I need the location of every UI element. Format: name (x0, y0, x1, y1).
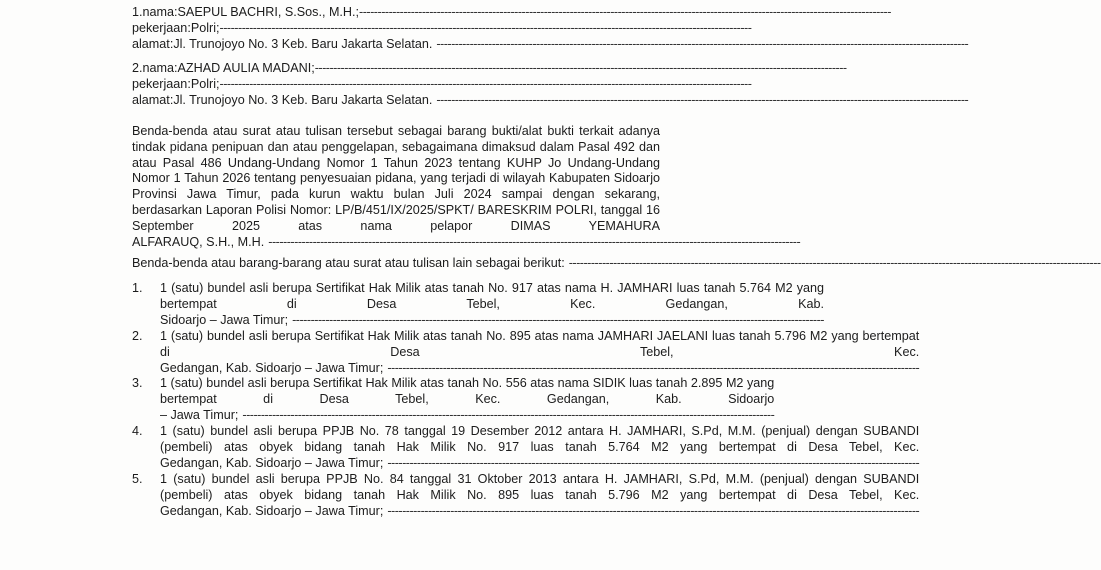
fill-dashes (436, 92, 968, 108)
fill-dashes (220, 20, 752, 36)
item-number: 3. (132, 376, 143, 391)
fill-dashes (242, 408, 774, 424)
item-last-line: Gedangan, Kab. Sidoarjo – Jawa Timur; (160, 455, 384, 470)
fill-dashes (569, 255, 1101, 271)
witness-name: SAEPUL BACHRI, S.Sos., M.H.; (177, 5, 360, 19)
address-label: alamat (132, 37, 170, 51)
fill-dashes (387, 361, 919, 377)
witness-address: Jl. Trunojoyo No. 3 Keb. Baru Jakarta Selatan. (173, 93, 433, 107)
evidence-list (132, 281, 920, 520)
witness-job: Polri; (190, 77, 220, 91)
witness-1 (132, 4, 662, 52)
colon: : (169, 37, 174, 51)
item-number: 4. (132, 424, 143, 439)
paragraph-last-line: ALFARAUQ, S.H., M.H. (132, 234, 265, 249)
colon: : (169, 93, 174, 107)
list-intro-text: Benda-benda atau barang-barang atau surat atau tulisan lain sebagai berikut: (132, 256, 565, 270)
list-item (132, 376, 775, 424)
fill-dashes (436, 36, 968, 52)
job-label: pekerjaan (132, 21, 188, 35)
fill-dashes (220, 76, 752, 92)
address-label: alamat (132, 93, 170, 107)
witness-number: 2. (132, 61, 143, 75)
list-item (132, 424, 920, 472)
colon: : (174, 5, 178, 19)
colon: : (187, 77, 191, 91)
item-number: 5. (132, 471, 143, 486)
colon: : (187, 21, 191, 35)
item-last-line: Sidoarjo – Jawa Timur; (160, 312, 289, 327)
list-item (132, 328, 920, 377)
fill-dashes (387, 504, 919, 520)
item-number: 1. (132, 281, 143, 295)
fill-dashes (292, 313, 824, 329)
paragraph-body: Benda-benda atau surat atau tulisan tersebut sebagai barang bukti/alat bukti terkait adanya tindak pidana penipuan dan atau penggelapan, sebagaimana dimaksud dalam Pasal 492 dan atau Pasal 486 Undang-Undang Nomor 1 Tahun 2023 tentang KUHP Jo Undang-Undang Nomor 1 Tahun 2026 tentang penyesuaian pidana, yang terjadi di wilayah Kabupaten Sidoarjo Provinsi Jawa Timur, pada kurun waktu bulan Juli 2024 sampai dengan sekarang, berdasarkan Laporan Polisi Nomor: LP/B/451/IX/2025/SPKT/ BARESKRIM POLRI, tanggal 16 September 2025 atas nama pelapor DIMAS YEMAHURA (132, 124, 660, 233)
job-label: pekerjaan (132, 77, 188, 91)
item-text: 1 (satu) bundel asli berupa Sertifikat Hak Milik atas tanah No. 556 atas nama SIDIK luas tanah 2.895 M2 yang bertempat di Desa Tebel, Kec. Gedangan, Kab. Sidoarjo (160, 376, 775, 407)
item-text: 1 (satu) bundel asli berupa PPJB No. 78 tanggal 19 Desember 2012 antara H. JAMHARI, S.Pd, M.M. (penjual) dengan SUBANDI (pembeli) atas obyek bidang tanah Hak Milik No. 917 luas tanah 5.764 M2 yang bertempat di Desa Tebel, Kec. (160, 424, 920, 455)
evidence-paragraph (132, 124, 660, 250)
colon: : (174, 61, 178, 75)
name-label: nama (142, 5, 175, 19)
witness-name: AZHAD AULIA MADANI; (177, 61, 315, 75)
item-text: 1 (satu) bundel asli berupa PPJB No. 84 tanggal 31 Oktober 2013 antara H. JAMHARI, S.Pd, M.M. (penjual) dengan SUBANDI (pembeli) atas obyek bidang tanah Hak Milik No. 895 luas tanah 5.796 M2 yang bertempat di Desa Tebel, Kec. (160, 471, 920, 502)
fill-dashes (359, 4, 891, 20)
list-intro (132, 255, 660, 271)
witness-job: Polri; (190, 21, 220, 35)
witness-address: Jl. Trunojoyo No. 3 Keb. Baru Jakarta Selatan. (173, 37, 433, 51)
fill-dashes (387, 456, 919, 472)
list-item (132, 471, 920, 520)
fill-dashes (315, 60, 847, 76)
item-text: 1 (satu) bundel asli berupa Sertifikat Hak Milik atas tanah No. 895 atas nama JAMHARI JAELANI luas tanah 5.796 M2 yang bertempat di Desa Tebel, Kec. (160, 328, 920, 359)
item-last-line: Gedangan, Kab. Sidoarjo – Jawa Timur; (160, 503, 384, 518)
item-last-line: – Jawa Timur; (160, 408, 239, 423)
item-text: 1 (satu) bundel asli berupa Sertifikat Hak Milik atas tanah No. 917 atas nama H. JAMHARI luas tanah 5.764 M2 yang bertempat di Desa Tebel, Kec. Gedangan, Kab. (160, 281, 825, 311)
item-number: 2. (132, 328, 143, 343)
fill-dashes (268, 235, 800, 251)
name-label: nama (142, 61, 175, 75)
item-last-line: Gedangan, Kab. Sidoarjo – Jawa Timur; (160, 360, 384, 375)
list-item (132, 281, 825, 329)
witness-number: 1. (132, 5, 143, 19)
witness-2 (132, 60, 662, 108)
